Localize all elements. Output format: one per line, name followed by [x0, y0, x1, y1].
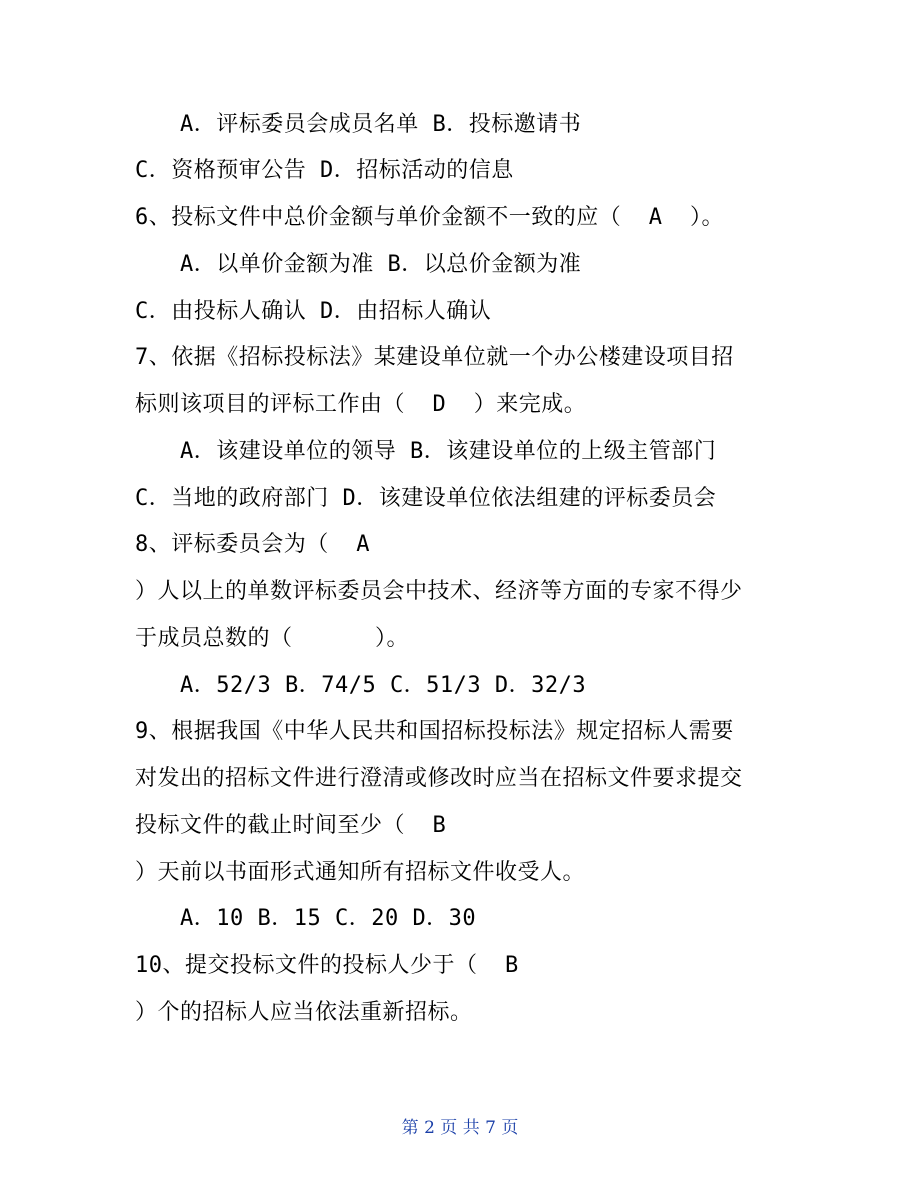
option-line-q6-cd: C．由投标人确认 D．由招标人确认	[135, 299, 492, 324]
option-line-q9: A．10 B．15 C．20 D．30	[180, 906, 477, 931]
option-line-q5-cd: C．资格预审公告 D．招标活动的信息	[135, 158, 514, 183]
option-line-q7-ab: A．该建设单位的领导 B．该建设单位的上级主管部门	[180, 439, 717, 464]
question-7-line-2: 标则该项目的评标工作由（ D ）来完成。	[135, 392, 587, 417]
question-8-line-2: ）人以上的单数评标委员会中技术、经济等方面的专家不得少	[135, 579, 743, 604]
question-9-line-4: ）天前以书面形式通知所有招标文件收受人。	[135, 860, 586, 885]
question-8-line-1: 8、评标委员会为（ A	[135, 532, 370, 557]
question-9-line-1: 9、根据我国《中华人民共和国招标投标法》规定招标人需要	[135, 719, 734, 744]
question-10-line-1: 10、提交投标文件的投标人少于（ B	[135, 953, 519, 978]
question-10-line-2: ）个的招标人应当依法重新招标。	[135, 1000, 473, 1025]
question-7-line-1: 7、依据《招标投标法》某建设单位就一个办公楼建设项目招	[135, 345, 734, 370]
question-6: 6、投标文件中总价金额与单价金额不一致的应（ A ）。	[135, 205, 724, 230]
option-line-q7-cd: C．当地的政府部门 D．该建设单位依法组建的评标委员会	[135, 486, 717, 511]
question-9-line-2: 对发出的招标文件进行澄清或修改时应当在招标文件要求提交	[135, 766, 743, 791]
option-line-q6-ab: A．以单价金额为准 B．以总价金额为准	[180, 252, 582, 277]
question-9-line-3: 投标文件的截止时间至少（ B	[135, 813, 447, 838]
question-8-line-3: 于成员总数的（ ）。	[135, 626, 409, 651]
option-line-q5-ab: A．评标委员会成员名单 B．投标邀请书	[180, 112, 582, 137]
option-line-q8: A．52/3 B．74/5 C．51/3 D．32/3	[180, 673, 587, 698]
page-number-footer: 第 2 页 共 7 页	[401, 1118, 519, 1138]
